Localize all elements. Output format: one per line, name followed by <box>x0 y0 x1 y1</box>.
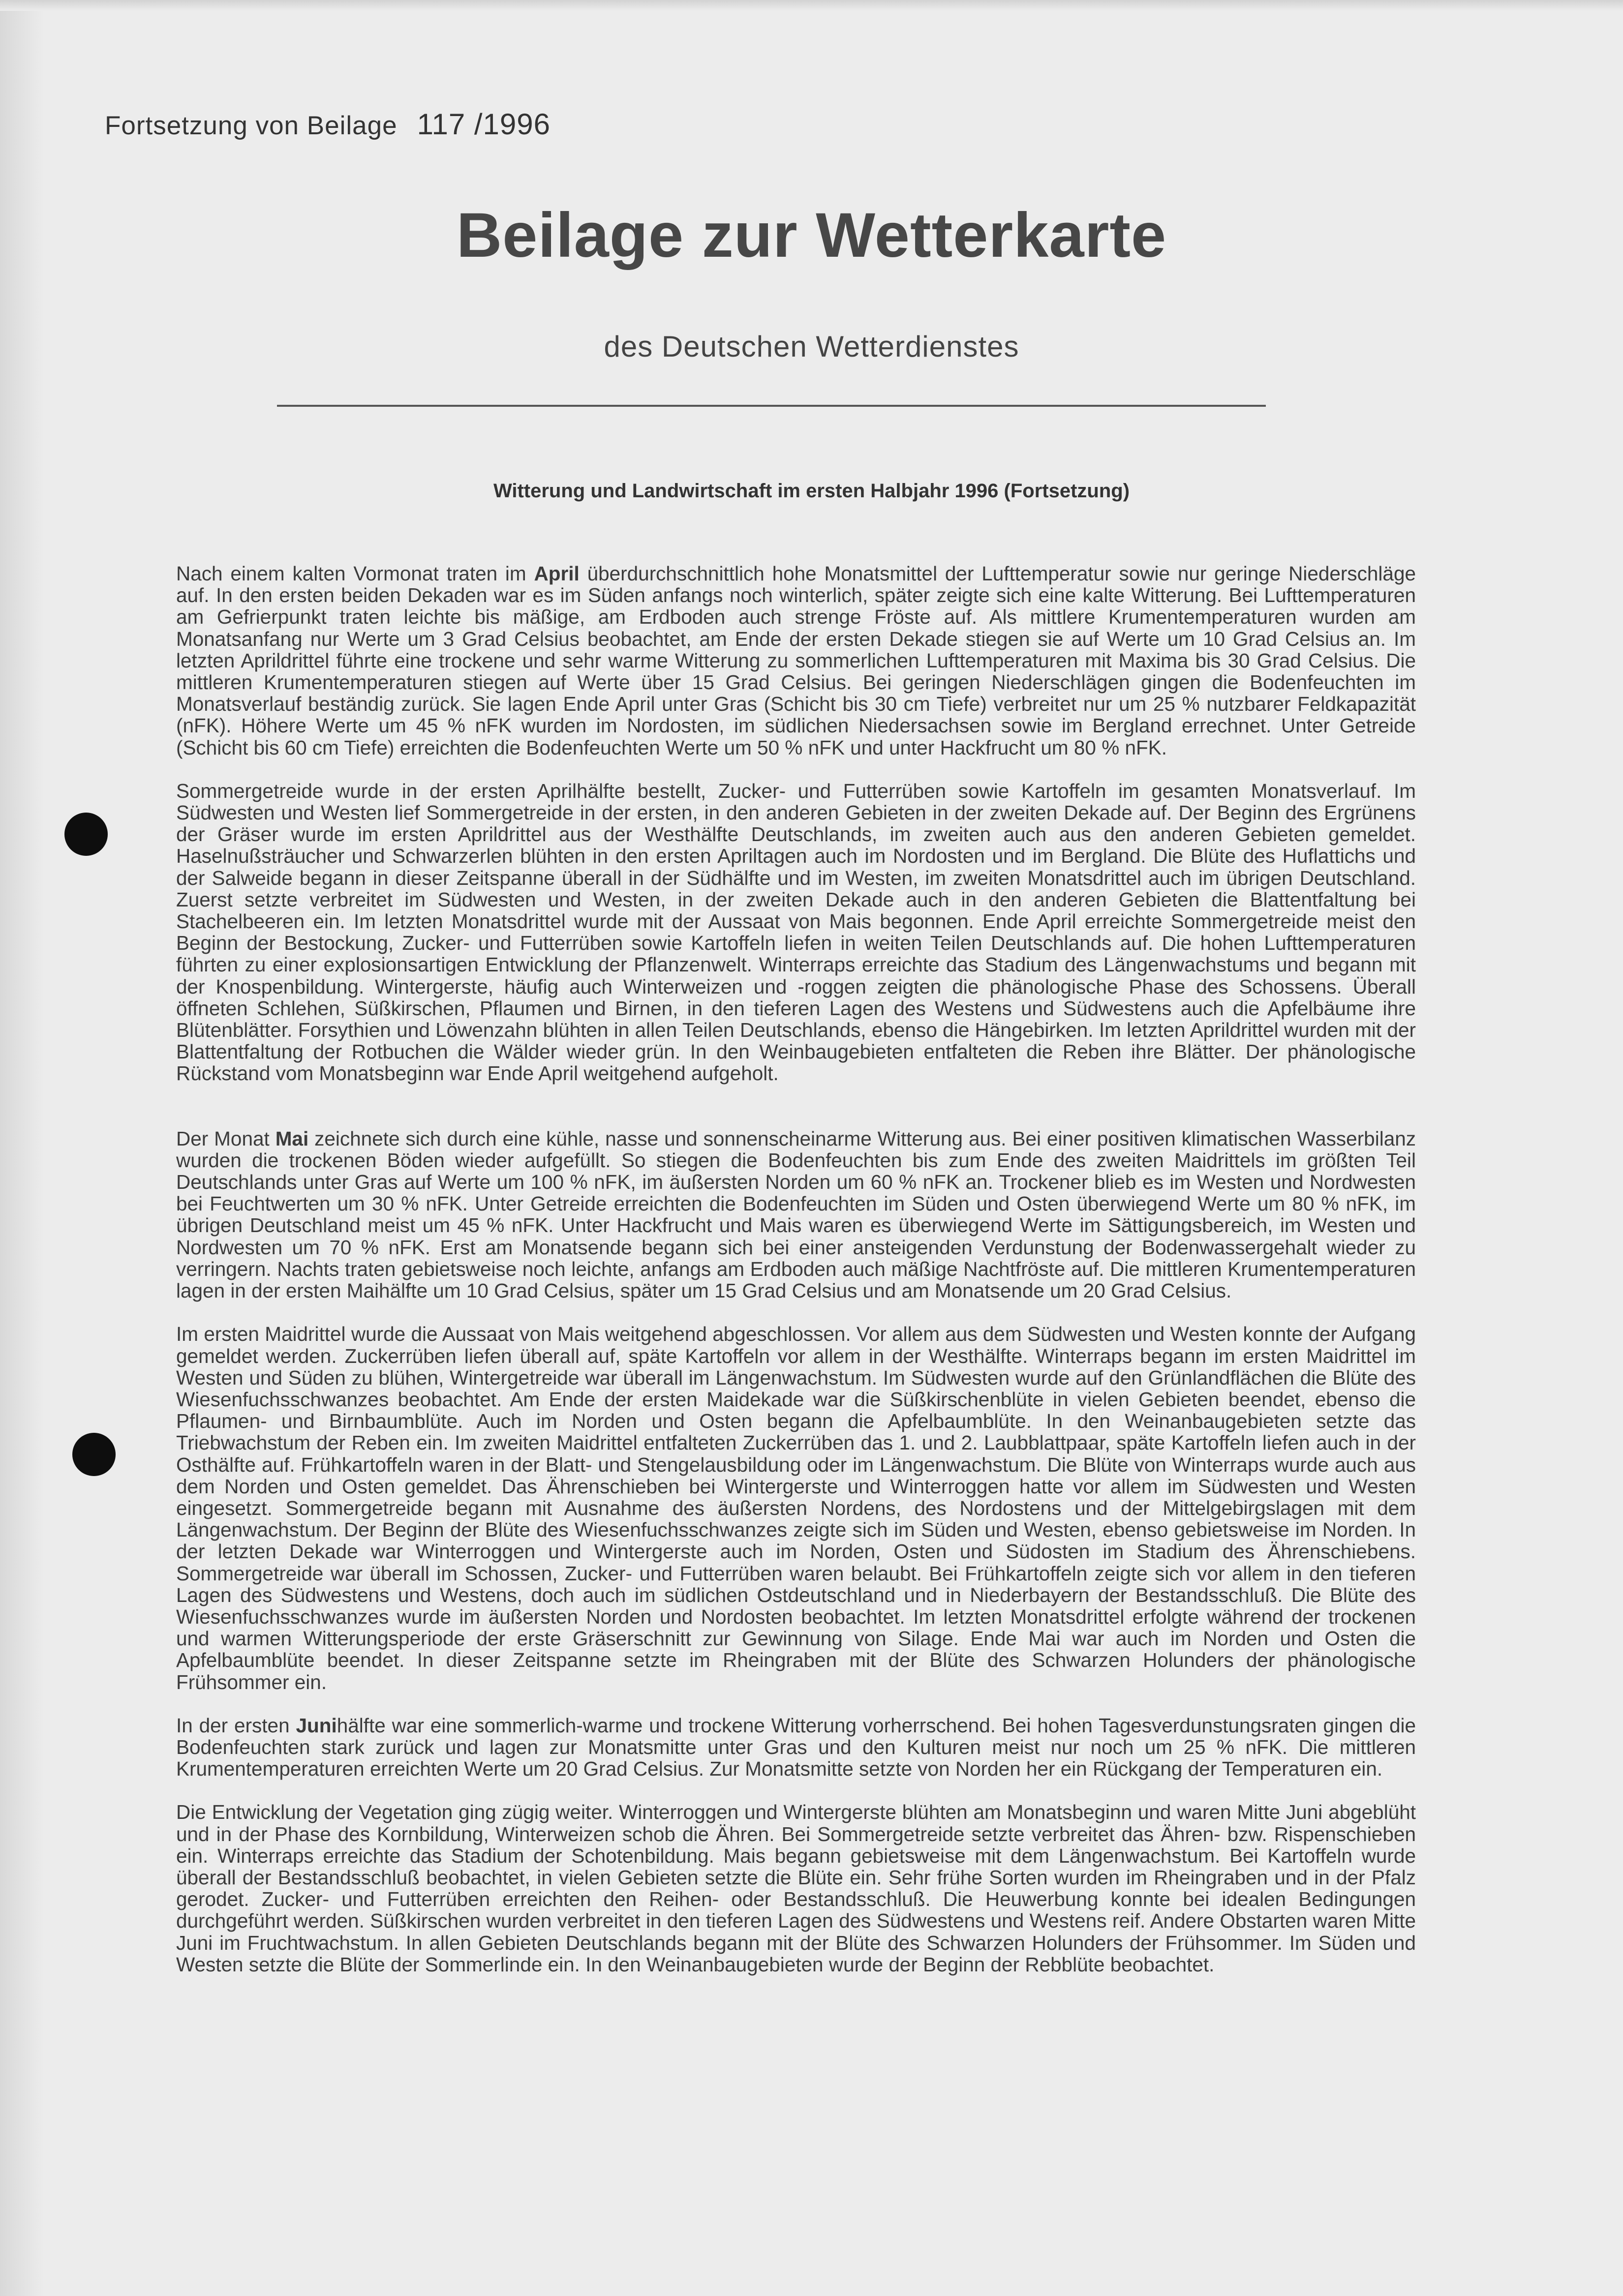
article-body <box>176 563 1416 1997</box>
paragraph-june-phenology: Die Entwicklung der Vegetation ging zügig weiter. Winterroggen und Wintergerste blühten am Monatsbeginn und waren Mitte Juni abgeblüht und in der Phase des Kornbildung, Winterweizen schob die Ähren. Bei Sommergetreide setzte verbreitet das Ähren- bzw. Rispenschieben ein. Winterraps erreichte das Stadium der Schotenbildung. Mais begann gebietsweise mit dem Längenwachstum. Bei Kartoffeln wurde überall der Bestandsschluß beobachtet, in vielen Gebieten setzte die Blüte ein. Sehr frühe Sorten wurden im Rheingraben und in der Pfalz gerodet. Zucker- und Futterrüben erreichten den Reihen- oder Bestandsschluß. Die Heuwerbung konnte bei idealen Bedingungen durchgeführt werden. Süßkirschen wurden verbreitet in den tieferen Lagen des Südwestens und Westens reif. Andere Obstarten waren Mitte Juni im Fruchtwachstum. In allen Gebieten Deutschlands begann mit der Blüte des Schwarzen Holunders der Frühsommer. Im Süden und Westen setzte die Blüte der Sommerlinde ein. In den Weinanbaugebieten wurde der Beginn der Rebblüte beobachtet. <box>176 1801 1416 1976</box>
page-title: Beilage zur Wetterkarte <box>456 200 1167 271</box>
scan-edge-top <box>0 0 1623 11</box>
paragraph-may-phenology: Im ersten Maidrittel wurde die Aussaat von Mais weitgehend abgeschlossen. Vor allem aus dem Südwesten und Westen konnte der Aufgang gemeldet werden. Zuckerrüben liefen überall auf, späte Kartoffeln vor allem in der Westhälfte. Winterraps begann im ersten Maidrittel im Westen und Süden zu blühen, Wintergetreide war überall im Längenwachstum. Im Südwesten wurde auf den Grünlandflächen die Blüte des Wiesenfuchsschwanzes beobachtet. Am Ende der ersten Maidekade war die Süßkirschenblüte in vielen Gebieten beendet, ebenso die Pflaumen- und Birnbaumblüte. Auch im Norden und Osten begann die Apfelbaumblüte. In den Weinanbaugebieten setzte das Triebwachstum der Reben ein. Im zweiten Maidrittel entfalteten Zuckerrüben das 1. und 2. Laubblattpaar, späte Kartoffeln liefen auch in der Osthälfte auf. Frühkartoffeln waren in der Blatt- und Stengelausbildung oder im Längenwachstum. Die Blüte von Winterraps wurde auch aus dem Norden und Osten gemeldet. Das Ährenschieben bei Wintergerste und Winterroggen hatte vor allem im Südwesten und Westen eingesetzt. Sommergetreide begann mit Ausnahme des äußersten Nordens, des Nordostens und der Mittelgebirgslagen mit dem Längenwachstum. Der Beginn der Blüte des Wiesenfuchsschwanzes zeigte sich im Süden und Westen, ebenso gebietsweise im Norden. In der letzten Dekade war Winterroggen und Wintergerste auch im Norden, Osten und Südosten im Stadium des Ährenschiebens. Sommergetreide war überall im Schossen, Zucker- und Futterrüben waren belaubt. Bei Frühkartoffeln zeigte sich vor allem in den tieferen Lagen des Südwestens und Westens, doch auch im südlichen Ostdeutschland und in Niederbayern der Bestandsschluß. Die Blüte des Wiesenfuchsschwanzes wurde im äußersten Norden und Nordosten beobachtet. Im letzten Monatsdrittel erfolgte während der trockenen und warmen Witterungsperiode der erste Gräserschnitt zur Gewinnung von Silage. Ende Mai war auch im Norden und Osten die Apfelbaumblüte beendet. In dieser Zeitspanne setzte im Rheingraben mit der Blüte des Schwarzen Holunders der phänologische Frühsommer ein. <box>176 1323 1416 1693</box>
punch-hole-bottom <box>72 1433 116 1476</box>
continuation-line <box>105 107 551 141</box>
issue-number: 117 /1996 <box>417 108 551 141</box>
punch-hole-top <box>64 813 108 856</box>
paragraph-april-weather: Nach einem kalten Vormonat traten im April überdurchschnittlich hohe Monatsmittel der Lufttemperatur sowie nur geringe Niederschläge auf. In den ersten beiden Dekaden war es im Süden anfangs noch winterlich, später zeigte sich eine kalte Witterung. Bei Lufttemperaturen am Gefrierpunkt traten leichte bis mäßige, am Erdboden auch strenge Fröste auf. Als mittlere Krumentemperaturen wurden am Monatsanfang nur Werte um 3 Grad Celsius beobachtet, am Ende der ersten Dekade stiegen sie auf Werte um 10 Grad Celsius an. Im letzten Aprildrittel führte eine trockene und sehr warme Witterung zu sommerlichen Lufttemperaturen mit Maxima bis 30 Grad Celsius. Die mittleren Krumentemperaturen stiegen auf Werte über 15 Grad Celsius. Bei geringen Niederschlägen gingen die Bodenfeuchten im Monatsverlauf beständig zurück. Sie lagen Ende April unter Gras (Schicht bis 30 cm Tiefe) verbreitet nur um 25 % nutzbarer Feldkapazität (nFK). Höhere Werte um 45 % nFK wurden im Nordosten, im südlichen Niedersachsen sowie im Bergland errechnet. Unter Getreide (Schicht bis 60 cm Tiefe) erreichten die Bodenfeuchten Werte um 50 % nFK und unter Hackfrucht um 80 % nFK. <box>176 562 1416 759</box>
page-subtitle: des Deutschen Wetterdienstes <box>604 330 1019 363</box>
paragraph-june-weather: In der ersten Junihälfte war eine sommerlich-warme und trockene Witterung vorherrschend. Bei hohen Tagesverdunstungsraten gingen die Bodenfeuchten stark zurück und lagen zur Monatsmitte unter Gras und den Kulturen meist nur noch um 25 % nFK. Die mittleren Krumentemperaturen erreichten Werte um 20 Grad Celsius. Zur Monatsmitte setzte von Norden her ein Rückgang der Temperaturen ein. <box>176 1714 1416 1781</box>
paragraph-april-phenology: Sommergetreide wurde in der ersten Aprilhälfte bestellt, Zucker- und Futterrüben sowie Kartoffeln im gesamten Monatsverlauf. Im Südwesten und Westen lief Sommergetreide in der ersten, in den anderen Gebieten in der zweiten Dekade auf. Der Beginn des Ergrünens der Gräser wurde im ersten Aprildrittel aus der Westhälfte Deutschlands, im zweiten auch aus den anderen Gebieten gemeldet. Haselnußsträucher und Schwarzerlen blühten in den ersten Apriltagen auch im Nordosten und im Bergland. Die Blüte des Huflattichs und der Salweide begann in dieser Zeitspanne überall in der Südhälfte und im Westen, im zweiten Monatsdrittel auch im übrigen Deutschland. Zuerst setzte verbreitet im Südwesten und Westen, in der zweiten Dekade auch in den anderen Gebieten die Blattentfaltung bei Stachelbeeren ein. Im letzten Monatsdrittel wurde mit der Aussaat von Mais begonnen. Ende April erreichte Sommergetreide meist den Beginn der Bestockung, Zucker- und Futterrüben sowie Kartoffeln liefen in weiten Teilen Deutschlands auf. Die hohen Lufttemperaturen führten zu einer explosionsartigen Entwicklung der Pflanzenwelt. Winterraps erreichte das Stadium des Längenwachstums und begann mit der Knospenbildung. Wintergerste, häufig auch Winterweizen und -roggen zeigten die phänologische Phase des Schossens. Überall öffneten Schlehen, Süßkirschen, Pflaumen und Birnen, in den tieferen Lagen des Westens und Südwestens auch die Apfelbäume ihre Blütenblätter. Forsythien und Löwenzahn blühten in allen Teilen Deutschlands, ebenso die Hängebirken. Im letzten Aprildrittel wurden mit der Blattentfaltung der Rotbuchen die Wälder wieder grün. In den Weinbaugebieten entfalteten die Reben ihre Blätter. Der phänologische Rückstand vom Monatsbeginn war Ende April weitgehend aufgeholt. <box>176 779 1416 1085</box>
paragraph-may-weather: Der Monat Mai zeichnete sich durch eine kühle, nasse und sonnenscheinarme Witterung aus. Bei einer positiven klimatischen Wasserbilanz wurden die trockenen Böden wieder aufgefüllt. So stiegen die Bodenfeuchten bis zum Ende des zweiten Maidrittels im größten Teil Deutschlands unter Gras auf Werte um 100 % nFK, im äußersten Norden um 60 % nFK an. Trockener blieb es im Westen und Nordwesten bei Feuchtwerten um 30 % nFK. Unter Getreide erreichten die Bodenfeuchten im Süden und Osten überwiegend Werte um 80 % nFK, im übrigen Deutschland meist um 45 % nFK. Unter Hackfrucht und Mais waren es überwiegend Werte im Sättigungsbereich, im Westen und Nordwesten um 70 % nFK. Erst am Monatsende begann sich bei einer ansteigenden Verdunstung der Bodenwassergehalt wieder zu verringern. Nachts traten gebietsweise noch leichte, anfangs am Erdboden auch mäßige Nachtfröste auf. Die mittleren Krumentemperaturen lagen in der ersten Maihälfte um 10 Grad Celsius, später um 15 Grad Celsius und am Monatsende um 20 Grad Celsius. <box>176 1127 1416 1302</box>
title-divider <box>277 405 1266 407</box>
continuation-label: Fortsetzung von Beilage <box>105 111 398 140</box>
section-heading: Witterung und Landwirtschaft im ersten Halbjahr 1996 (Fortsetzung) <box>493 480 1130 502</box>
